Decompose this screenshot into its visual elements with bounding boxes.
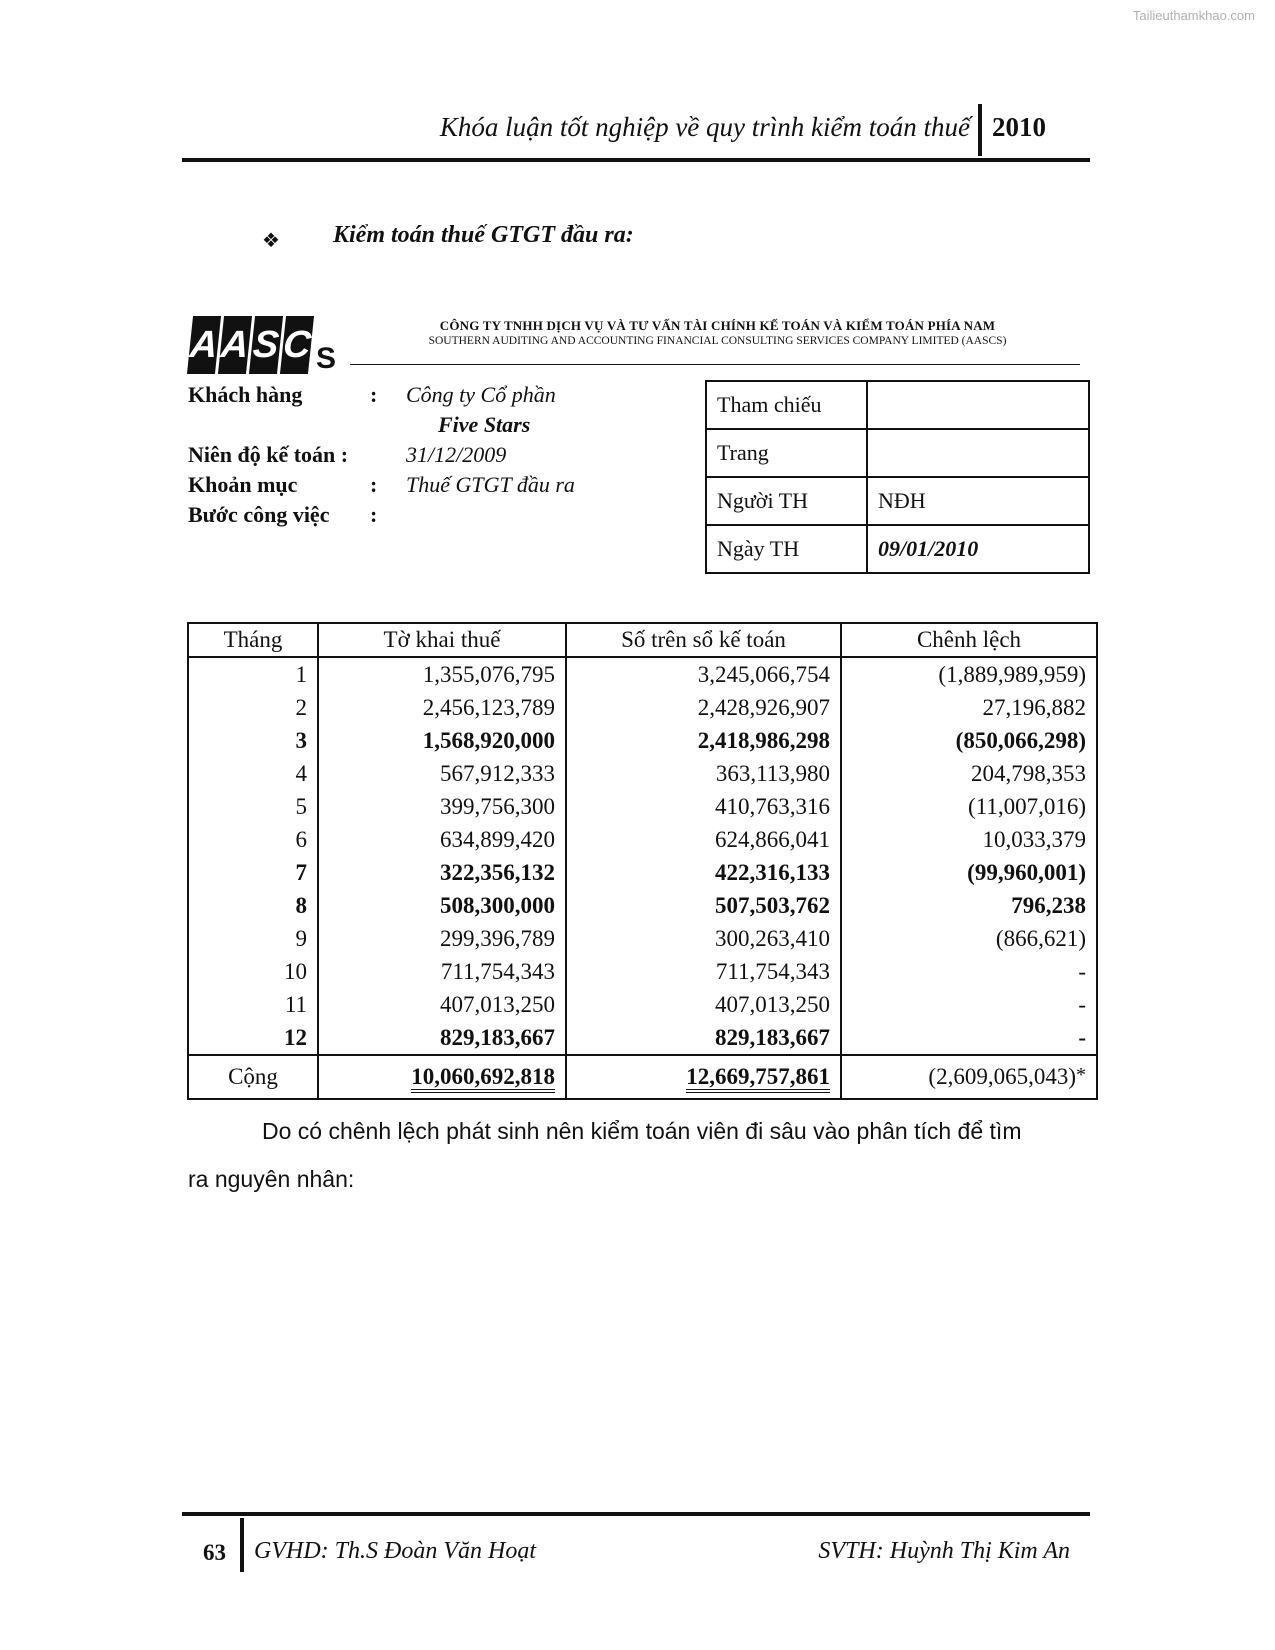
column-header: Số trên sổ kế toán bbox=[566, 623, 841, 657]
table-row bbox=[188, 922, 1097, 955]
total-books bbox=[566, 1055, 841, 1099]
table-row bbox=[188, 1021, 1097, 1055]
column-header: Tháng bbox=[188, 623, 318, 657]
table-cell: 422,316,133 bbox=[566, 856, 841, 889]
table-cell: 399,756,300 bbox=[318, 790, 566, 823]
table-cell: 10 bbox=[188, 955, 318, 988]
aascs-logo bbox=[190, 312, 336, 374]
client-value-2: Five Stars bbox=[438, 412, 531, 437]
table-cell: 711,754,343 bbox=[318, 955, 566, 988]
total-declared-value: 10,060,692,818 bbox=[411, 1064, 555, 1093]
period-label: Niên độ kế toán : bbox=[188, 442, 349, 467]
date-value: 09/01/2010 bbox=[867, 525, 1089, 573]
item-value: Thuế GTGT đầu ra bbox=[406, 472, 575, 497]
table-cell: 363,113,980 bbox=[566, 757, 841, 790]
table-row bbox=[188, 757, 1097, 790]
diamond-bullet-icon: ❖ bbox=[262, 230, 280, 252]
logo-letter: A bbox=[218, 316, 252, 374]
period-value: 31/12/2009 bbox=[406, 442, 507, 467]
reference-table bbox=[705, 380, 1090, 574]
preparer-label: Người TH bbox=[706, 477, 867, 525]
total-difference bbox=[841, 1055, 1097, 1099]
table-header-row bbox=[188, 623, 1097, 657]
table-cell: 796,238 bbox=[841, 889, 1097, 922]
table-cell: 10,033,379 bbox=[841, 823, 1097, 856]
column-header: Tờ khai thuế bbox=[318, 623, 566, 657]
table-cell: 2,456,123,789 bbox=[318, 691, 566, 724]
company-name-en: SOUTHERN AUDITING AND ACCOUNTING FINANCIAL CONSULTING SERVICES COMPANY LIMITED (AASCS) bbox=[428, 335, 1007, 347]
table-cell: 1 bbox=[188, 657, 318, 691]
table-cell: - bbox=[841, 988, 1097, 1021]
table-cell: 7 bbox=[188, 856, 318, 889]
table-cell: 407,013,250 bbox=[318, 988, 566, 1021]
table-cell: 204,798,353 bbox=[841, 757, 1097, 790]
logo-letter: A bbox=[187, 316, 221, 374]
table-cell: 11 bbox=[188, 988, 318, 1021]
table-cell: 567,912,333 bbox=[318, 757, 566, 790]
ref-label: Tham chiếu bbox=[706, 381, 867, 429]
table-cell: 410,763,316 bbox=[566, 790, 841, 823]
logo-letter: C bbox=[280, 316, 314, 374]
table-cell: 300,263,410 bbox=[566, 922, 841, 955]
table-row bbox=[188, 790, 1097, 823]
page-label: Trang bbox=[706, 429, 867, 477]
table-cell: 2 bbox=[188, 691, 318, 724]
logo-letter: S bbox=[249, 316, 283, 374]
table-cell: 5 bbox=[188, 790, 318, 823]
total-difference-value: (2,609,065,043) bbox=[928, 1064, 1076, 1089]
table-cell: 4 bbox=[188, 757, 318, 790]
paragraph-line-2: ra nguyên nhân: bbox=[188, 1166, 355, 1192]
table-cell: (99,960,001) bbox=[841, 856, 1097, 889]
date-label: Ngày TH bbox=[706, 525, 867, 573]
table-cell: 407,013,250 bbox=[566, 988, 841, 1021]
vat-output-table bbox=[187, 622, 1098, 1100]
footer-rule bbox=[182, 1512, 1090, 1516]
table-cell: (11,007,016) bbox=[841, 790, 1097, 823]
ref-value bbox=[867, 381, 1089, 429]
document-year: 2010 bbox=[992, 112, 1046, 142]
table-cell: 1,568,920,000 bbox=[318, 724, 566, 757]
page-value bbox=[867, 429, 1089, 477]
table-cell: 634,899,420 bbox=[318, 823, 566, 856]
advisor-name: GVHD: Th.S Đoàn Văn Hoạt bbox=[254, 1538, 536, 1564]
total-declared bbox=[318, 1055, 566, 1099]
table-cell: 9 bbox=[188, 922, 318, 955]
item-label: Khoản mục bbox=[188, 472, 298, 497]
header-rule bbox=[182, 158, 1090, 162]
table-row bbox=[188, 955, 1097, 988]
item-colon: : bbox=[370, 472, 378, 497]
table-cell: (850,066,298) bbox=[841, 724, 1097, 757]
table-cell: 3 bbox=[188, 724, 318, 757]
table-row bbox=[188, 691, 1097, 724]
table-row bbox=[188, 657, 1097, 691]
table-cell: 3,245,066,754 bbox=[566, 657, 841, 691]
table-cell: 1,355,076,795 bbox=[318, 657, 566, 691]
table-cell: 711,754,343 bbox=[566, 955, 841, 988]
table-cell: (1,889,989,959) bbox=[841, 657, 1097, 691]
table-row bbox=[188, 823, 1097, 856]
page-number: 63 bbox=[203, 1540, 226, 1565]
column-header: Chênh lệch bbox=[841, 623, 1097, 657]
header-divider bbox=[978, 104, 982, 156]
client-value: Công ty Cổ phần bbox=[406, 382, 556, 407]
section-heading: Kiểm toán thuế GTGT đầu ra: bbox=[333, 222, 634, 248]
step-label: Bước công việc bbox=[188, 502, 330, 527]
step-colon: : bbox=[370, 502, 378, 527]
total-label: Cộng bbox=[188, 1055, 318, 1099]
table-cell: - bbox=[841, 955, 1097, 988]
preparer-value: NĐH bbox=[867, 477, 1089, 525]
table-cell: 829,183,667 bbox=[318, 1021, 566, 1055]
asterisk-mark: * bbox=[1076, 1064, 1086, 1086]
table-cell: 6 bbox=[188, 823, 318, 856]
table-row bbox=[188, 724, 1097, 757]
table-row bbox=[188, 856, 1097, 889]
table-row bbox=[188, 889, 1097, 922]
student-name: SVTH: Huỳnh Thị Kim An bbox=[818, 1538, 1070, 1564]
table-cell: 299,396,789 bbox=[318, 922, 566, 955]
logo-suffix: S bbox=[316, 342, 337, 375]
table-cell: 12 bbox=[188, 1021, 318, 1055]
table-cell: 829,183,667 bbox=[566, 1021, 841, 1055]
table-total-row bbox=[188, 1055, 1097, 1099]
client-colon: : bbox=[370, 382, 378, 407]
paragraph-line-1: Do có chênh lệch phát sinh nên kiểm toán viên đi sâu vào phân tích để tìm bbox=[262, 1118, 1022, 1144]
table-cell: - bbox=[841, 1021, 1097, 1055]
table-cell: 27,196,882 bbox=[841, 691, 1097, 724]
table-cell: 2,418,986,298 bbox=[566, 724, 841, 757]
company-rule bbox=[350, 364, 1080, 365]
footer-divider bbox=[240, 1518, 244, 1572]
watermark: Tailieuthamkhao.com bbox=[1132, 8, 1255, 23]
table-row bbox=[188, 988, 1097, 1021]
table-cell: 624,866,041 bbox=[566, 823, 841, 856]
total-books-value: 12,669,757,861 bbox=[686, 1064, 830, 1093]
document-title: Khóa luận tốt nghiệp về quy trình kiểm toán thuế bbox=[439, 112, 970, 142]
table-cell: 507,503,762 bbox=[566, 889, 841, 922]
table-cell: 508,300,000 bbox=[318, 889, 566, 922]
table-cell: 2,428,926,907 bbox=[566, 691, 841, 724]
company-name-vi: CÔNG TY TNHH DỊCH VỤ VÀ TƯ VẤN TÀI CHÍNH KẾ TOÁN VÀ KIỂM TOÁN PHÍA NAM bbox=[439, 318, 996, 333]
table-cell: (866,621) bbox=[841, 922, 1097, 955]
client-label: Khách hàng bbox=[188, 382, 303, 407]
table-cell: 322,356,132 bbox=[318, 856, 566, 889]
table-cell: 8 bbox=[188, 889, 318, 922]
